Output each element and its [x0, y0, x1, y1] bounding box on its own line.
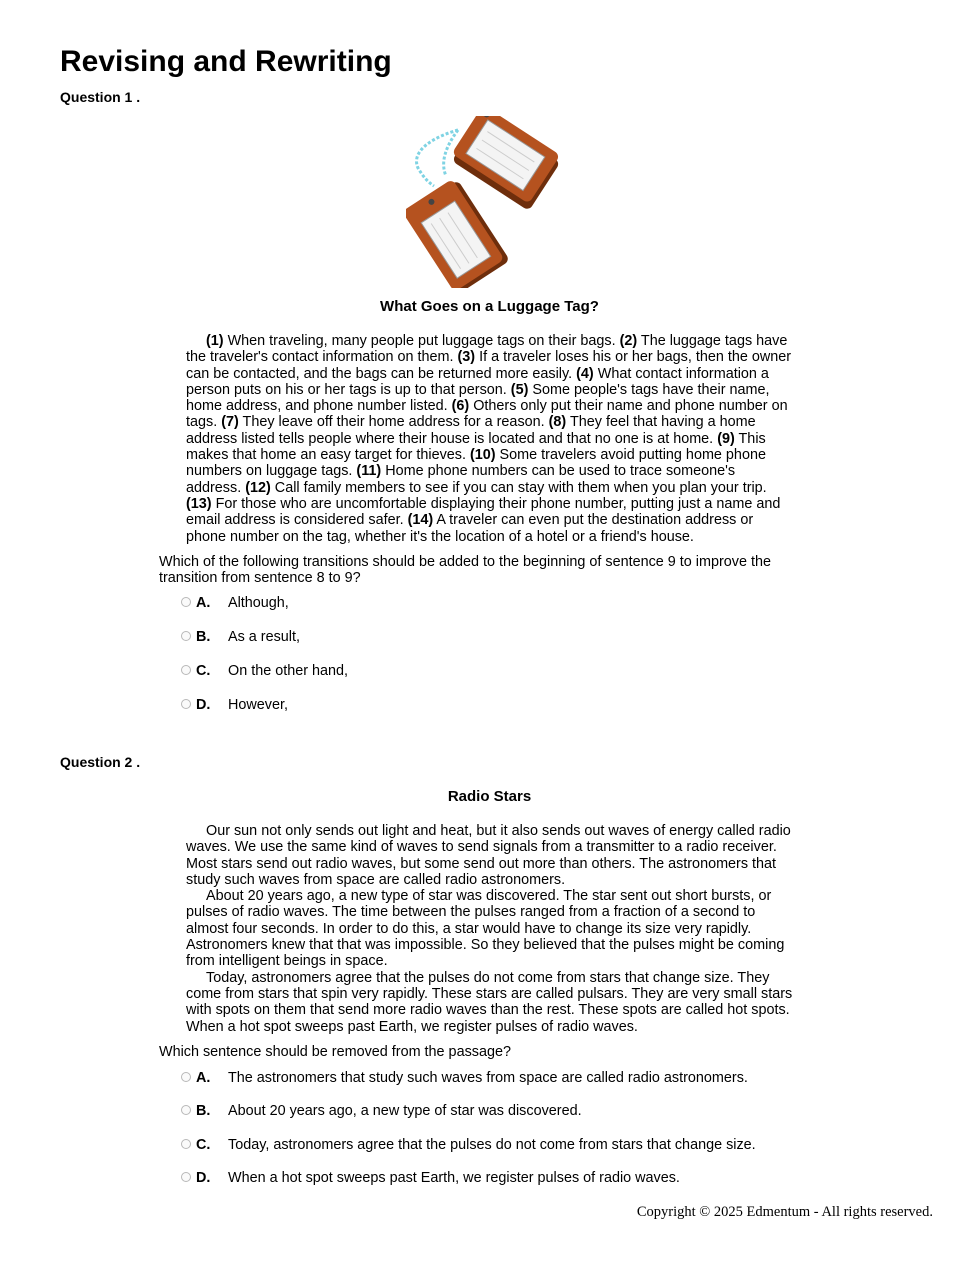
question-2-choice-a[interactable]	[181, 1069, 748, 1087]
sentence-number: (14)	[407, 512, 434, 529]
question-2-label: Question 2 .	[60, 754, 141, 770]
sentence-number: (8)	[548, 414, 567, 431]
radio-button[interactable]	[181, 1072, 191, 1082]
choice-text: The astronomers that study such waves from space are called radio astronomers.	[228, 1070, 748, 1086]
sentence-number: (7)	[221, 414, 239, 431]
sentence-number: (10)	[469, 447, 496, 464]
sentence-text: Others only put their name and phone number on tags.	[186, 398, 788, 431]
page-title: Revising and Rewriting	[60, 45, 392, 78]
passage-2-paragraph-3: Today, astronomers agree that the pulses do not come from stars that change size. They come from stars that spin very rapidly. These stars are called pulsars. They are very small stars with spots on them that send more radio waves than the rest. These spots are called hot spots. When a hot spot sweeps past Earth, we register pulses of radio waves.	[186, 969, 793, 1035]
radio-button[interactable]	[181, 1105, 191, 1115]
copyright-footer: Copyright © 2025 Edmentum - All rights reserved.	[636, 1204, 933, 1220]
choice-letter: D.	[196, 697, 211, 713]
sentence-number: (6)	[451, 398, 470, 415]
sentence-text: When traveling, many people put luggage tags on their bags.	[223, 333, 620, 349]
sentence-text: What contact information a person puts on his or her tags is up to that person.	[186, 365, 769, 398]
radio-button[interactable]	[181, 631, 191, 641]
choice-text: About 20 years ago, a new type of star was discovered.	[228, 1103, 582, 1119]
question-2-prompt: Which sentence should be removed from the passage?	[159, 1044, 511, 1060]
sentence-number: (3)	[457, 349, 476, 366]
sentence-text: A traveler can even put the destination address or phone number on the tag, whether it's the location of a hotel or a friend's house.	[186, 512, 754, 545]
passage-2	[186, 823, 794, 1035]
question-1-choice-a[interactable]	[181, 594, 289, 612]
sentence-text: This makes that home an easy target for thieves.	[186, 430, 766, 464]
choice-letter: A.	[196, 1070, 211, 1086]
sentence-text: The luggage tags have the traveler's contact information on them.	[186, 333, 788, 366]
sentence-text: Some people's tags have their name, home address, and phone number listed.	[186, 381, 770, 415]
choice-text: Although,	[228, 595, 289, 611]
choice-text: However,	[228, 697, 288, 713]
sentence-number: (4)	[576, 365, 594, 382]
sentence-text: They feel that having a home address listed tells people where their house is located and that no one is at home.	[186, 414, 756, 447]
sentence-text: Home phone numbers can be used to trace someone's address.	[186, 463, 736, 496]
sentence-number: (9)	[717, 430, 735, 447]
sentence-number: (5)	[510, 381, 529, 398]
passage-1	[186, 333, 794, 545]
passage-2-title: Radio Stars	[447, 788, 532, 805]
radio-button[interactable]	[181, 665, 191, 675]
question-1-label: Question 1 .	[60, 89, 141, 105]
sentence-text: They leave off their home address for a reason.	[238, 414, 549, 431]
choice-letter: C.	[196, 1137, 211, 1153]
passage-1-paragraph	[186, 333, 794, 545]
sentence-text: Some travelers avoid putting home phone numbers on luggage tags.	[186, 447, 766, 480]
radio-button[interactable]	[181, 597, 191, 607]
question-1-prompt: Which of the following transitions should be added to the beginning of sentence 9 to improve the transition from sentence 8 to 9?	[159, 554, 771, 587]
luggage-tags-image	[406, 116, 574, 288]
question-1-choice-c[interactable]	[181, 662, 348, 680]
choice-letter: A.	[196, 595, 211, 611]
question-2-choice-b[interactable]	[181, 1102, 582, 1120]
passage-1-title: What Goes on a Luggage Tag?	[380, 298, 599, 315]
sentence-text: For those who are uncomfortable displaying their phone number, putting just a name and email address is considered safer.	[186, 495, 781, 529]
sentence-number: (13)	[186, 495, 212, 512]
question-2-choice-d[interactable]	[181, 1169, 680, 1187]
radio-button[interactable]	[181, 699, 191, 709]
choice-text: Today, astronomers agree that the pulses do not come from stars that change size.	[228, 1137, 756, 1153]
question-1-choice-d[interactable]	[181, 696, 288, 714]
passage-2-paragraph-1: Our sun not only sends out light and heat, but it also sends out waves of energy called radio waves. We use the same kind of waves to send signals from a transmitter to a radio receiver. Most stars send out radio waves, but some send out more than others. The astronomers that study such waves from space are called radio astronomers.	[186, 823, 791, 888]
sentence-text: If a traveler loses his or her bags, then the owner can be contacted, and the bags can be returned more easily.	[186, 349, 792, 382]
choice-text: As a result,	[228, 629, 300, 645]
sentence-text: Call family members to see if you can stay with them when you plan your trip.	[270, 479, 767, 496]
choice-text: On the other hand,	[228, 663, 349, 679]
sentence-number: (12)	[245, 479, 271, 496]
passage-2-paragraph-2: About 20 years ago, a new type of star was discovered. The star sent out short bursts, or pulses of radio waves. The time between the pulses ranged from a fraction of a second to almost four seconds. In order to do this, a star would have to change its size very rapidly. Astronomers knew that that was impossible. So they believed that the pulses might be coming from intelligent beings in space.	[186, 888, 785, 970]
sentence-number: (11)	[356, 463, 382, 480]
choice-text: When a hot spot sweeps past Earth, we register pulses of radio waves.	[228, 1170, 680, 1186]
choice-letter: D.	[196, 1170, 211, 1186]
radio-button[interactable]	[181, 1139, 191, 1149]
choice-letter: B.	[196, 1103, 211, 1119]
choice-letter: C.	[196, 663, 211, 679]
sentence-number: (2)	[619, 333, 638, 349]
sentence-number: (1)	[206, 333, 224, 349]
question-1-choice-b[interactable]	[181, 628, 300, 646]
radio-button[interactable]	[181, 1172, 191, 1182]
question-2-choice-c[interactable]	[181, 1136, 756, 1154]
choice-letter: B.	[196, 629, 211, 645]
